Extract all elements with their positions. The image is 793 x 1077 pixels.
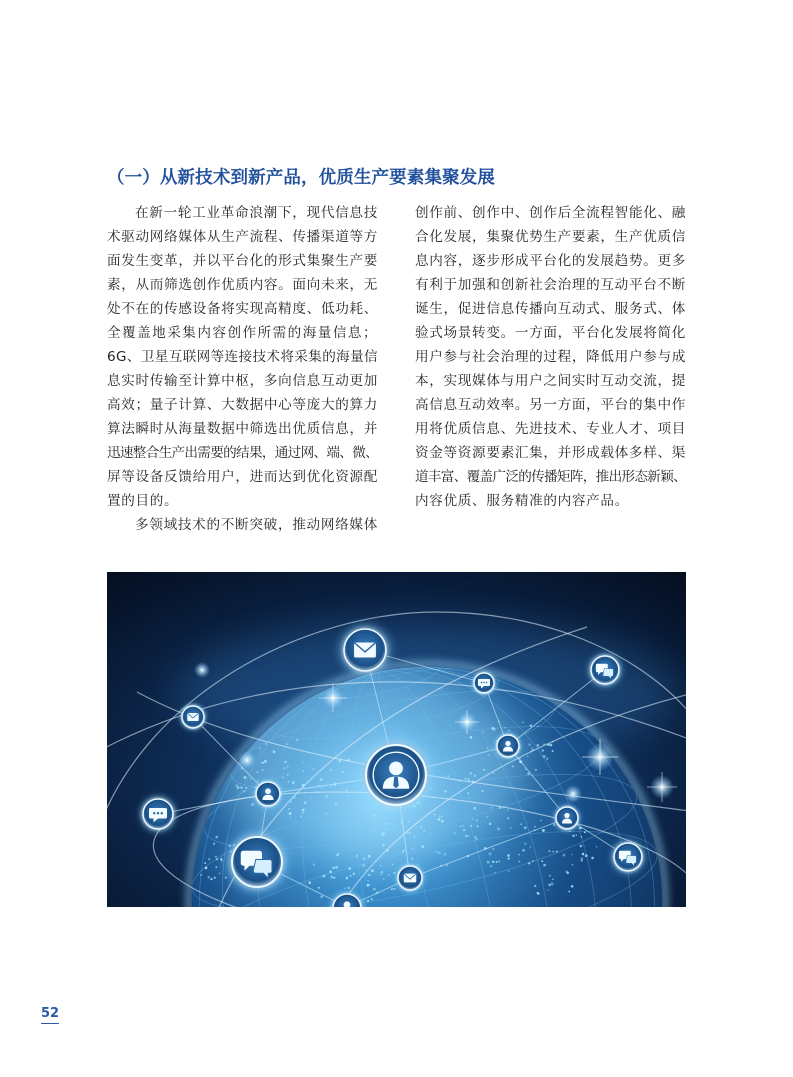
globe-dot	[535, 769, 537, 771]
globe-dot	[438, 818, 441, 821]
globe-dot	[490, 865, 492, 867]
text-line: 处不在的传感设备将实现高精度、低功耗、	[107, 301, 378, 317]
text-line: 素，从而筛选创作优质内容。面向未来，无	[107, 277, 378, 293]
globe-dot	[468, 835, 470, 837]
text-line: 内容优质、服务精准的内容产品。	[415, 493, 629, 509]
globe-dot	[371, 869, 374, 872]
globe-network-illustration	[107, 572, 686, 907]
globe-dot	[296, 739, 298, 741]
text-line: 息内容，逐步形成平台化的发展趋势。更多	[415, 253, 686, 269]
globe-dot	[494, 872, 496, 874]
globe-dot	[585, 854, 588, 857]
globe-dot	[391, 864, 393, 866]
globe-dot	[302, 812, 304, 814]
globe-dot	[530, 846, 531, 847]
globe-dot	[348, 795, 350, 797]
globe-dot	[522, 849, 525, 852]
globe-dot	[580, 845, 583, 848]
globe-dot	[467, 792, 469, 794]
globe-dot	[549, 744, 552, 747]
globe-dot	[362, 864, 365, 867]
globe-dot	[540, 820, 541, 821]
globe-dot	[334, 782, 336, 784]
globe-dot	[508, 858, 510, 860]
globe-dot	[288, 808, 290, 810]
globe-dot	[310, 798, 311, 799]
globe-dot	[244, 776, 247, 779]
globe-dot	[245, 787, 247, 789]
globe-dot	[444, 853, 446, 855]
globe-dot	[420, 805, 422, 807]
globe-dot	[423, 829, 426, 832]
globe-dot	[394, 888, 396, 890]
globe-dot	[330, 786, 332, 788]
globe-dot	[444, 790, 446, 792]
globe-dot	[371, 898, 373, 900]
globe-dot	[287, 766, 289, 768]
globe-dot	[219, 873, 221, 875]
globe-dot	[329, 870, 332, 873]
globe-dot	[437, 851, 439, 853]
globe-dot	[492, 861, 494, 863]
globe-dot	[447, 775, 449, 777]
globe-dot	[463, 829, 466, 832]
globe-dot	[302, 770, 304, 772]
globe-dot	[434, 814, 436, 816]
globe-dot	[368, 855, 371, 858]
globe-dot	[220, 858, 222, 860]
globe-dot	[487, 861, 490, 864]
globe-dot	[225, 877, 227, 879]
user-icon	[494, 732, 522, 760]
globe-dot	[474, 836, 477, 839]
globe-dot	[543, 755, 546, 758]
globe-dot	[372, 830, 374, 832]
globe-dot	[363, 857, 366, 860]
user-icon	[359, 738, 434, 813]
globe-dot	[541, 749, 544, 752]
globe-dot	[302, 809, 305, 812]
globe-dot	[335, 866, 338, 869]
globe-dot	[527, 773, 530, 776]
globe-dot	[215, 866, 217, 868]
mail-icon	[395, 863, 425, 893]
globe-dot	[341, 770, 343, 772]
section-heading: （一）从新技术到新产品，优质生产要素集聚发展	[107, 168, 495, 188]
globe-dot	[235, 784, 237, 786]
globe-dot	[262, 769, 264, 771]
chat-icon	[588, 653, 623, 688]
text-line: 全覆盖地采集内容创作所需的海量信息；	[107, 325, 378, 341]
globe-network-figure	[107, 572, 686, 907]
globe-dot	[454, 832, 456, 834]
text-line: 息实时传输至计算中枢，多向信息互动更加	[107, 373, 378, 389]
globe-dot	[483, 769, 485, 771]
globe-dot	[510, 827, 512, 829]
globe-dot	[498, 860, 500, 862]
globe-dot	[320, 895, 323, 898]
globe-dot	[205, 867, 208, 870]
globe-dot	[464, 778, 466, 780]
globe-dot	[483, 731, 485, 733]
globe-dot	[575, 834, 577, 836]
globe-dot	[250, 778, 252, 780]
globe-dot	[518, 854, 520, 856]
globe-dot	[344, 888, 345, 889]
globe-dot	[383, 878, 385, 880]
globe-dot	[338, 760, 341, 763]
globe-dot	[287, 774, 289, 776]
globe-dot	[429, 833, 431, 835]
globe-dot	[473, 807, 476, 810]
globe-dot	[346, 876, 348, 878]
globe-dot	[584, 831, 586, 833]
globe-dot	[439, 815, 441, 817]
globe-dot	[215, 856, 217, 858]
globe-dot	[347, 887, 350, 890]
globe-dot	[384, 822, 386, 824]
globe-dot	[527, 756, 529, 758]
lens-flare	[564, 785, 582, 803]
globe-dot	[204, 862, 206, 864]
text-line: 诞生，促进信息传播向互动式、服务式、体	[415, 301, 686, 317]
globe-dot	[213, 843, 215, 845]
text-line: 迅速整合生产出需要的结果，通过网、端、微、	[107, 445, 378, 461]
globe-dot	[264, 760, 267, 763]
text-line: 本，实现媒体与用户之间实时互动交流，提	[415, 373, 686, 389]
globe-dot	[477, 825, 479, 827]
globe-dot	[552, 878, 554, 880]
globe-dot	[412, 848, 414, 850]
globe-dot	[470, 736, 473, 739]
chat-icon	[226, 831, 289, 894]
globe-dot	[489, 823, 492, 826]
globe-dot	[285, 761, 287, 763]
globe-dot	[508, 730, 510, 732]
globe-dot	[283, 767, 285, 769]
globe-dot	[251, 803, 254, 806]
globe-dot	[552, 750, 554, 752]
globe-dot	[468, 797, 470, 799]
globe-dot	[492, 848, 494, 850]
left-text-column	[107, 201, 378, 537]
globe-dot	[491, 807, 493, 809]
globe-dot	[524, 826, 527, 829]
globe-dot	[326, 795, 329, 798]
chat-icon	[611, 840, 646, 875]
globe-dot	[282, 776, 284, 778]
globe-dot	[240, 786, 242, 788]
text-line: 创作前、创作中、创作后全流程智能化、融	[415, 205, 686, 221]
globe-dot	[257, 780, 258, 781]
globe-dot	[534, 885, 536, 887]
globe-dot	[273, 750, 276, 753]
text-line: 合化发展，集聚优势生产要素，生产优质信	[415, 229, 686, 245]
globe-dot	[581, 857, 584, 860]
globe-dot	[534, 826, 536, 828]
globe-dot	[368, 874, 370, 876]
lens-flare	[194, 662, 210, 678]
text-line: 置的目的。	[107, 493, 179, 509]
globe-dot	[556, 850, 558, 852]
text-line: 用户参与社会治理的过程，降低用户参与成	[415, 349, 686, 365]
globe-dot	[346, 789, 348, 791]
globe-dot	[596, 846, 598, 848]
lens-flare	[238, 751, 256, 769]
user-icon	[253, 779, 283, 809]
globe-dot	[257, 771, 259, 773]
globe-dot	[389, 822, 391, 824]
globe-dot	[386, 829, 387, 830]
globe-dot	[300, 815, 302, 817]
globe-dot	[409, 832, 411, 834]
globe-dot	[381, 834, 384, 837]
globe-dot	[441, 816, 443, 818]
globe-dot	[537, 725, 539, 727]
globe-dot	[591, 857, 594, 860]
globe-dot	[441, 820, 444, 823]
globe-dot	[318, 887, 320, 889]
globe-dot	[435, 851, 437, 853]
globe-dot	[402, 850, 404, 852]
globe-dot	[349, 875, 351, 877]
globe-dot	[200, 874, 202, 876]
globe-dot	[472, 818, 474, 820]
globe-dot	[536, 744, 539, 747]
globe-dot	[538, 893, 540, 895]
globe-dot	[530, 724, 532, 726]
globe-dot	[408, 821, 410, 823]
globe-dot	[486, 816, 488, 818]
globe-dot	[465, 835, 467, 837]
globe-dot	[210, 878, 212, 880]
globe-dot	[320, 778, 323, 781]
globe-dot	[302, 761, 304, 763]
globe-dot	[482, 790, 484, 792]
globe-dot	[580, 836, 582, 838]
globe-dot	[391, 888, 394, 891]
text-line: 高信息互动效率。另一方面，平台的集中作	[415, 397, 686, 413]
globe-dot	[308, 881, 311, 884]
text-line: 算法瞬时从海量数据中筛选出优质信息，并	[107, 421, 378, 437]
text-line: 多领域技术的不断突破，推动网络媒体	[135, 517, 378, 533]
globe-dot	[335, 802, 338, 805]
globe-dot	[333, 877, 335, 879]
mail-icon	[339, 624, 392, 677]
globe-dot	[265, 743, 267, 745]
globe-dot	[413, 835, 415, 837]
mail-icon	[179, 703, 207, 731]
globe-dot	[566, 870, 569, 873]
globe-dot	[421, 845, 424, 848]
globe-dot	[259, 747, 261, 749]
globe-dot	[367, 808, 369, 810]
globe-dot	[542, 829, 545, 832]
globe-dot	[411, 858, 413, 860]
chat-icon	[472, 671, 497, 696]
globe-dot	[332, 866, 335, 869]
globe-dot	[382, 844, 385, 847]
globe-dot	[489, 852, 492, 855]
globe-dot	[261, 762, 263, 764]
globe-dot	[312, 768, 314, 770]
globe-dot	[353, 872, 356, 875]
globe-dot	[404, 849, 406, 851]
globe-dot	[243, 790, 245, 792]
globe-dot	[547, 889, 549, 891]
globe-dot	[488, 754, 490, 756]
globe-dot	[367, 900, 369, 902]
globe-dot	[493, 772, 495, 774]
globe-dot	[434, 810, 436, 812]
globe-dot	[304, 801, 307, 804]
globe-dot	[474, 775, 476, 777]
globe-dot	[292, 781, 295, 784]
globe-dot	[381, 871, 384, 874]
globe-dot	[507, 809, 509, 811]
globe-dot	[476, 819, 478, 821]
globe-dot	[325, 813, 327, 815]
globe-dot	[470, 772, 473, 775]
globe-dot	[470, 825, 472, 827]
globe-dot	[216, 858, 218, 860]
globe-dot	[531, 747, 532, 748]
globe-dot	[572, 864, 574, 866]
globe-dot	[528, 744, 530, 746]
globe-dot	[524, 843, 526, 845]
globe-dot	[208, 858, 210, 860]
right-text-column	[415, 201, 686, 513]
globe-dot	[541, 860, 543, 862]
globe-dot	[518, 861, 520, 863]
globe-dot	[568, 891, 570, 893]
globe-dot	[528, 862, 530, 864]
globe-dot	[336, 854, 338, 856]
page-number: 52	[41, 1006, 59, 1024]
text-line: 高效；量子计算、大数据中心等庞大的算力	[107, 397, 378, 413]
globe-dot	[348, 867, 351, 870]
globe-dot	[521, 823, 523, 825]
globe-dot	[335, 752, 336, 753]
globe-dot	[548, 850, 550, 852]
text-line: 在新一轮工业革命浪潮下，现代信息技	[135, 205, 378, 221]
globe-dot	[438, 852, 440, 854]
text-line: 屏等设备反馈给用户，进而达到优化资源配	[107, 469, 378, 485]
chat-icon	[139, 795, 177, 833]
globe-dot	[487, 747, 489, 749]
globe-dot	[512, 765, 514, 767]
text-line: 验式场景转变。一方面，平台化发展将简化	[415, 325, 686, 341]
globe-dot	[549, 875, 551, 877]
globe-dot	[290, 817, 291, 818]
globe-dot	[546, 758, 548, 760]
text-line: 有利于加强和创新社会治理的互动平台不断	[415, 277, 686, 293]
globe-dot	[380, 874, 382, 876]
globe-dot	[373, 888, 376, 891]
globe-dot	[507, 817, 509, 819]
globe-dot	[433, 813, 434, 814]
globe-dot	[367, 880, 369, 882]
globe-dot	[356, 855, 358, 857]
text-line: 6G、卫星互联网等连接技术将采集的海量信	[107, 349, 378, 365]
globe-dot	[522, 722, 523, 723]
globe-dot	[508, 870, 510, 872]
globe-dot	[286, 743, 288, 745]
globe-dot	[551, 882, 554, 885]
globe-dot	[302, 783, 304, 785]
globe-dot	[572, 834, 575, 837]
globe-dot	[208, 876, 210, 878]
globe-dot	[468, 779, 471, 782]
globe-dot	[582, 853, 585, 856]
globe-dot	[215, 836, 218, 839]
globe-dot	[288, 781, 290, 783]
globe-dot	[380, 865, 382, 867]
text-line: 术驱动网络媒体从生产流程、传播渠道等方	[107, 229, 378, 245]
globe-dot	[493, 728, 496, 731]
globe-dot	[420, 826, 422, 828]
globe-dot	[313, 863, 315, 865]
globe-dot	[571, 885, 574, 888]
globe-dot	[462, 825, 464, 827]
text-line: 用将优质信息、先进技术、专业人才、项目	[415, 421, 686, 437]
globe-dot	[563, 854, 566, 857]
globe-dot	[221, 860, 223, 862]
globe-dot	[507, 854, 510, 857]
globe-dot	[543, 864, 546, 867]
globe-dot	[289, 812, 292, 815]
user-icon	[553, 804, 581, 832]
globe-dot	[330, 769, 332, 771]
globe-dot	[460, 825, 462, 827]
globe-dot	[571, 854, 573, 856]
globe-dot	[323, 875, 326, 878]
globe-dot	[548, 884, 550, 886]
globe-dot	[504, 727, 506, 729]
globe-dot	[532, 860, 534, 862]
globe-dot	[373, 814, 375, 816]
globe-dot	[388, 874, 389, 875]
globe-dot	[496, 861, 498, 863]
globe-dot	[330, 876, 333, 879]
globe-dot	[552, 851, 553, 852]
text-line: 道丰富、覆盖广泛的传播矩阵，推出形态新颖、	[415, 469, 686, 485]
globe-dot	[214, 877, 216, 879]
globe-dot	[366, 884, 369, 887]
text-line: 资金等资源要素汇集，并形成载体多样、渠	[415, 445, 686, 461]
globe-dot	[393, 872, 395, 874]
globe-dot	[497, 827, 500, 830]
text-line: 面发生变革，并以平台化的形式集聚生产要	[107, 253, 378, 269]
